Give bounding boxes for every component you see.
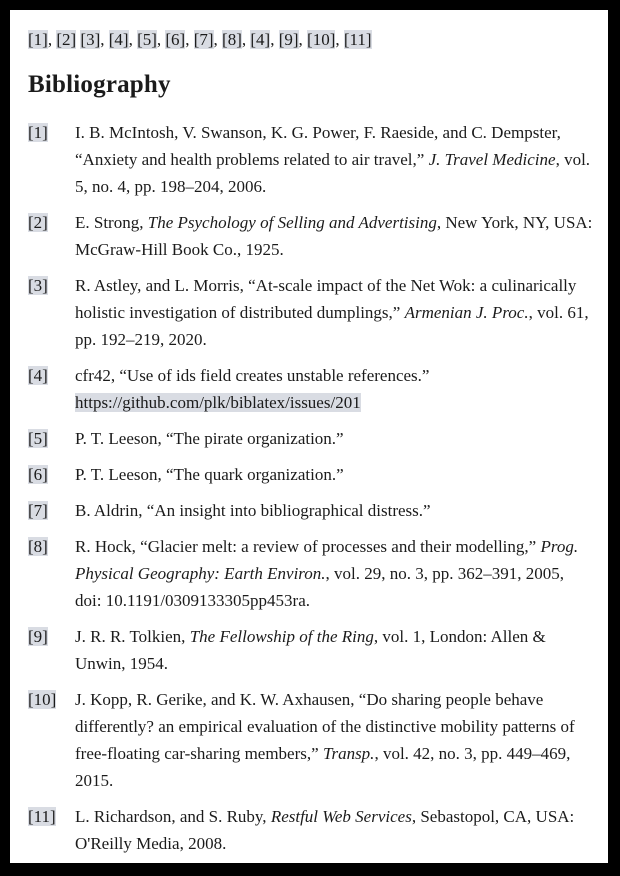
bibliography-entry xyxy=(28,623,594,677)
entry-label-link[interactable]: [11] xyxy=(28,807,56,826)
entry-label-cell xyxy=(28,497,75,524)
entry-label-link[interactable]: [6] xyxy=(28,465,48,484)
bibliography-list xyxy=(28,119,594,857)
entry-title-italic: J. Travel Medicine xyxy=(428,150,556,169)
entry-label-cell xyxy=(28,803,75,830)
citation-ref-link[interactable]: [11] xyxy=(343,30,372,49)
entry-title-italic: Prog. Physical Geography: Earth Environ. xyxy=(75,537,579,583)
citation-ref-link[interactable]: [3] xyxy=(80,30,101,49)
bibliography-entry xyxy=(28,686,594,794)
entry-text-segment: , New York, NY, USA: McGraw-Hill Book Co., 1925. xyxy=(75,213,593,259)
entry-label-link[interactable]: [1] xyxy=(28,123,48,142)
citation-ref-link[interactable]: [4] xyxy=(108,30,129,49)
entry-text-segment: E. Strong, xyxy=(75,213,148,232)
citation-ref-link[interactable]: [1] xyxy=(28,30,48,49)
entry-label-cell xyxy=(28,686,75,713)
entry-label-link[interactable]: [5] xyxy=(28,429,48,448)
entry-text xyxy=(75,686,594,794)
entry-title-italic: The Psychology of Selling and Advertising xyxy=(147,213,437,232)
bibliography-entry xyxy=(28,533,594,614)
entry-label-cell xyxy=(28,272,75,299)
bibliography-entry xyxy=(28,425,594,452)
entry-text-segment: L. Richardson, and S. Ruby, xyxy=(75,807,271,826)
entry-text-segment: , vol. 42, no. 3, pp. 449–469, 2015. xyxy=(75,744,571,790)
entry-label-link[interactable]: [8] xyxy=(28,537,48,556)
bibliography-heading: Bibliography xyxy=(28,71,171,98)
entry-label-link[interactable]: [3] xyxy=(28,276,48,295)
document-page xyxy=(10,10,608,863)
bibliography-entry xyxy=(28,209,594,263)
entry-label-cell xyxy=(28,425,75,452)
entry-text xyxy=(75,623,594,677)
entry-label-cell xyxy=(28,119,75,146)
entry-label-cell xyxy=(28,362,75,389)
entry-text-segment: , vol. 5, no. 4, pp. 198–204, 2006. xyxy=(75,150,591,196)
entry-text xyxy=(75,362,594,416)
entry-text-segment: R. Astley, and L. Morris, “At-scale impact of the Net Wok: a culinarically holistic investigation of distributed dumplings,” xyxy=(75,276,577,322)
bibliography-entry xyxy=(28,272,594,353)
citation-ref-link[interactable]: [2] xyxy=(56,30,77,49)
entry-title-italic: Transp. xyxy=(322,744,375,763)
entry-text xyxy=(75,533,594,614)
entry-text xyxy=(75,209,594,263)
entry-text-segment: , Sebastopol, CA, USA: O'Reilly Media, 2008. xyxy=(75,807,575,853)
entry-title-italic: The Fellowship of the Ring xyxy=(189,627,374,646)
citation-ref-link[interactable]: [7] xyxy=(193,30,214,49)
bibliography-entry xyxy=(28,461,594,488)
bibliography-entry xyxy=(28,497,594,524)
entry-text-segment: J. R. R. Tolkien, xyxy=(75,627,190,646)
entry-text xyxy=(75,119,594,200)
page-content xyxy=(10,10,608,857)
entry-label-link[interactable]: [10] xyxy=(28,690,57,709)
citation-ref-link[interactable]: [6] xyxy=(165,30,186,49)
entry-label-cell xyxy=(28,209,75,236)
citation-line: [1], [2] [3], [4], [5], [6], [7], [8], [4], [9], [10], [11] xyxy=(28,30,372,49)
entry-text-segment: R. Hock, “Glacier melt: a review of processes and their modelling,” xyxy=(75,537,541,556)
entry-label-cell xyxy=(28,461,75,488)
entry-text-segment: P. T. Leeson, “The quark organization.” xyxy=(75,465,344,484)
bibliography-entry xyxy=(28,119,594,200)
citation-ref-link[interactable]: [4] xyxy=(250,30,271,49)
entry-text-segment: cfr42, “Use of ids field creates unstable references.” xyxy=(75,366,430,385)
bibliography-entry xyxy=(28,803,594,857)
entry-text xyxy=(75,272,594,353)
entry-label-link[interactable]: [9] xyxy=(28,627,48,646)
entry-label-link[interactable]: [7] xyxy=(28,501,48,520)
entry-text xyxy=(75,803,594,857)
entry-text-segment: I. B. McIntosh, V. Swanson, K. G. Power, F. Raeside, and C. Dempster, “Anxiety and health problems related to air travel,” xyxy=(75,123,561,169)
entry-label-cell xyxy=(28,623,75,650)
entry-label-link[interactable]: [2] xyxy=(28,213,48,232)
entry-text xyxy=(75,461,594,488)
citation-ref-link[interactable]: [9] xyxy=(278,30,299,49)
entry-label-cell xyxy=(28,533,75,560)
entry-text-segment: , vol. 1, London: Allen & Unwin, 1954. xyxy=(75,627,546,673)
entry-title-italic: Restful Web Services xyxy=(270,807,412,826)
entry-label-link[interactable]: [4] xyxy=(28,366,48,385)
citation-ref-link[interactable]: [10] xyxy=(307,30,336,49)
entry-text-segment: J. Kopp, R. Gerike, and K. W. Axhausen, “Do sharing people behave differently? an empirical evaluation of the distinctive mobility patterns of free-floating car-sharing members,” xyxy=(75,690,575,763)
entry-text-segment: , vol. 29, no. 3, pp. 362–391, 2005, doi: 10.1191/0309133305pp453ra. xyxy=(75,564,565,610)
bibliography-entry xyxy=(28,362,594,416)
entry-text-segment: B. Aldrin, “An insight into bibliographical distress.” xyxy=(75,501,431,520)
citation-ref-link[interactable]: [8] xyxy=(222,30,242,49)
entry-title-italic: Armenian J. Proc. xyxy=(404,303,529,322)
entry-url-link[interactable]: https://github.com/plk/biblatex/issues/201 xyxy=(75,393,361,412)
entry-text xyxy=(75,497,594,524)
citation-ref-link[interactable]: [5] xyxy=(137,30,157,49)
entry-text xyxy=(75,425,594,452)
entry-text-segment: , vol. 61, pp. 192–219, 2020. xyxy=(75,303,589,349)
entry-text-segment: P. T. Leeson, “The pirate organization.” xyxy=(75,429,344,448)
